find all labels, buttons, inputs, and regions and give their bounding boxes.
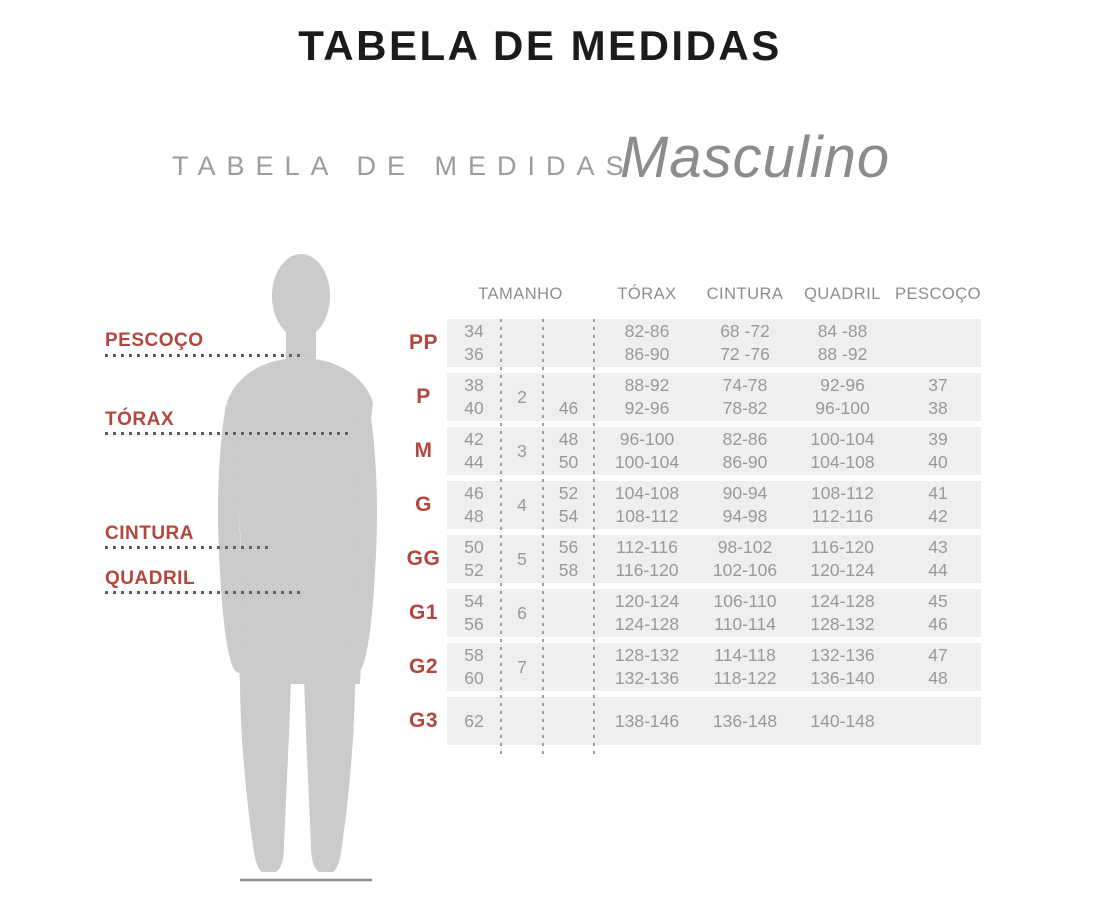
- cell-torax: [594, 697, 700, 745]
- cell-value: 114-118: [714, 645, 776, 665]
- cell-value: 39: [928, 429, 948, 449]
- cell-cintura: [700, 373, 790, 421]
- dotted-column-divider: [500, 319, 502, 755]
- cell-value: 138-146: [614, 710, 680, 731]
- cell-value: 104-108: [614, 483, 680, 503]
- cell-value: 116-120: [811, 537, 874, 557]
- row-band: [447, 373, 981, 421]
- cell-cintura: [700, 643, 790, 691]
- measure-label-torax: TÓRAX: [105, 409, 174, 430]
- cell-value: 90-94: [722, 483, 768, 503]
- subtitle-gender: Masculino: [620, 125, 891, 190]
- row-band: [447, 319, 981, 367]
- cell-pescoco: [895, 643, 981, 691]
- cell-value: 100-104: [810, 429, 875, 449]
- measure-line-torax: [105, 432, 352, 435]
- cell-value: 86-90: [624, 344, 670, 364]
- cell-value: 116-120: [615, 560, 679, 580]
- cell-value: 5: [517, 548, 527, 569]
- measure-line-quadril: [105, 591, 303, 594]
- cell-value: 88-92: [624, 375, 670, 395]
- table-row-p: [400, 373, 981, 421]
- cell-value: 84 -88: [817, 321, 868, 341]
- measure-line-pescoco: [105, 354, 303, 357]
- cell-num: [447, 643, 501, 691]
- measure-label-cintura: CINTURA: [105, 523, 194, 544]
- cell-value: 92-96: [820, 375, 865, 395]
- cell-value: 96-100: [619, 429, 675, 449]
- cell-alt: [501, 697, 543, 745]
- cell-value: 40: [928, 452, 948, 472]
- cell-value: 58: [464, 645, 484, 665]
- size-table: [400, 285, 981, 751]
- cell-value: 94-98: [722, 506, 768, 526]
- cell-value: 44: [464, 452, 484, 472]
- cell-value: 132-136: [810, 645, 875, 665]
- row-band: [447, 481, 981, 529]
- cell-torax: [594, 535, 700, 583]
- row-band: [447, 589, 981, 637]
- table-row-g2: [400, 643, 981, 691]
- cell-value: 132-136: [614, 668, 680, 688]
- size-label: G2: [408, 655, 438, 678]
- row-band: [447, 697, 981, 745]
- cell-pescoco: [895, 427, 981, 475]
- cell-pescoco: [895, 373, 981, 421]
- cell-pescoco: [895, 481, 981, 529]
- cell-value: 102-106: [712, 560, 778, 580]
- cell-value: 3: [517, 440, 527, 461]
- cell-value: 50: [558, 452, 579, 472]
- cell-value: 42: [928, 506, 948, 526]
- cell-torax: [594, 319, 700, 367]
- cell-num: [447, 481, 501, 529]
- table-row-g1: [400, 589, 981, 637]
- cell-value: 2: [517, 386, 527, 407]
- cell-value: 42: [464, 429, 484, 449]
- cell-value: 54: [464, 591, 484, 611]
- table-row-g3: [400, 697, 981, 745]
- cell-euro: [543, 481, 594, 529]
- cell-value: 48: [928, 668, 948, 688]
- cell-value: 124-128: [810, 591, 875, 611]
- cell-pescoco: [895, 589, 981, 637]
- cell-value: 112-116: [616, 537, 678, 557]
- cell-euro: [543, 589, 594, 637]
- cell-value: 56: [464, 614, 484, 634]
- cell-value: 68 -72: [720, 321, 770, 341]
- cell-euro: [543, 319, 594, 367]
- cell-alt: [501, 481, 543, 529]
- cell-torax: [594, 481, 700, 529]
- cell-quadril: [790, 643, 895, 691]
- cell-num: [447, 535, 501, 583]
- cell-value: 56: [558, 537, 579, 557]
- cell-cintura: [700, 589, 790, 637]
- cell-torax: [594, 427, 700, 475]
- cell-value: 88 -92: [817, 344, 868, 364]
- cell-value: 128-132: [614, 645, 680, 665]
- header-quadril: QUADRIL: [804, 285, 881, 303]
- cell-value: 44: [928, 560, 948, 580]
- cell-torax: [594, 373, 700, 421]
- size-table-body: [400, 319, 981, 745]
- cell-value: 96-100: [815, 398, 870, 418]
- cell-value: 124-128: [614, 614, 680, 634]
- cell-value: 74-78: [722, 375, 768, 395]
- cell-alt: [501, 535, 543, 583]
- cell-value: 110-114: [714, 614, 776, 634]
- cell-value: 92-96: [624, 398, 670, 418]
- cell-quadril: [790, 427, 895, 475]
- cell-num: [447, 373, 501, 421]
- cell-cintura: [700, 697, 790, 745]
- cell-euro: [543, 643, 594, 691]
- cell-value: 78-82: [722, 398, 768, 418]
- cell-alt: [501, 589, 543, 637]
- cell-value: 52: [558, 483, 579, 503]
- page-title: TABELA DE MEDIDAS: [298, 22, 782, 69]
- cell-value: 60: [464, 668, 484, 688]
- cell-value: 50: [464, 537, 484, 557]
- size-label: PP: [408, 331, 438, 354]
- cell-quadril: [790, 481, 895, 529]
- cell-quadril: [790, 535, 895, 583]
- cell-value: 98-102: [717, 537, 773, 557]
- cell-value: 37: [928, 375, 948, 395]
- cell-value: 62: [464, 710, 484, 731]
- cell-quadril: [790, 589, 895, 637]
- cell-euro: [543, 697, 594, 745]
- cell-value: 58: [558, 560, 579, 580]
- cell-value: 48: [558, 429, 579, 449]
- size-label: G: [415, 493, 432, 516]
- size-label: GG: [406, 547, 441, 570]
- cell-cintura: [700, 427, 790, 475]
- cell-value: 4: [517, 494, 527, 515]
- cell-alt: [501, 373, 543, 421]
- cell-value: 36: [464, 344, 484, 364]
- cell-value: 72 -76: [720, 344, 770, 364]
- row-band: [447, 535, 981, 583]
- cell-value: 120-124: [614, 591, 680, 611]
- row-band: [447, 643, 981, 691]
- size-label: M: [414, 439, 433, 462]
- cell-value: 46: [558, 398, 579, 418]
- cell-value: 52: [464, 560, 484, 580]
- size-label: G1: [408, 601, 438, 624]
- header-tamanho: TAMANHO: [478, 285, 563, 303]
- cell-cintura: [700, 535, 790, 583]
- cell-value: 7: [517, 656, 527, 677]
- cell-num: [447, 697, 501, 745]
- table-row-m: [400, 427, 981, 475]
- cell-euro: [543, 427, 594, 475]
- cell-value: 128-132: [810, 614, 875, 634]
- cell-value: 136-148: [712, 710, 778, 731]
- cell-value: 82-86: [722, 429, 768, 449]
- measure-line-cintura: [105, 546, 272, 549]
- cell-quadril: [790, 373, 895, 421]
- measure-label-quadril: QUADRIL: [105, 568, 196, 589]
- subtitle-label: TABELA DE MEDIDAS: [172, 151, 635, 181]
- dotted-column-divider: [542, 319, 544, 755]
- cell-alt: [501, 319, 543, 367]
- table-row-gg: [400, 535, 981, 583]
- cell-value: 86-90: [722, 452, 768, 472]
- measure-label-pescoco: PESCOÇO: [105, 330, 204, 351]
- cell-value: 46: [464, 483, 484, 503]
- header-pescoco: PESCOÇO: [895, 285, 982, 303]
- cell-value: 106-110: [713, 591, 777, 611]
- cell-cintura: [700, 481, 790, 529]
- cell-torax: [594, 643, 700, 691]
- cell-num: [447, 427, 501, 475]
- cell-value: 100-104: [614, 452, 680, 472]
- cell-value: 108-112: [615, 506, 679, 526]
- cell-cintura: [700, 319, 790, 367]
- cell-pescoco: [895, 319, 981, 367]
- male-body-silhouette: [210, 252, 385, 892]
- cell-value: 82-86: [624, 321, 670, 341]
- cell-value: 6: [517, 602, 527, 623]
- cell-value: 47: [928, 645, 948, 665]
- cell-value: 45: [928, 591, 948, 611]
- dotted-column-divider: [593, 319, 595, 755]
- cell-alt: [501, 427, 543, 475]
- cell-value: 41: [928, 483, 948, 503]
- cell-value: 40: [464, 398, 484, 418]
- cell-value: 112-116: [811, 506, 874, 526]
- cell-value: 140-148: [810, 710, 875, 731]
- cell-value: 118-122: [713, 668, 777, 688]
- cell-value: 48: [464, 506, 484, 526]
- size-label: G3: [408, 709, 438, 732]
- cell-value: 54: [558, 506, 579, 526]
- cell-value: 104-108: [810, 452, 875, 472]
- cell-quadril: [790, 319, 895, 367]
- table-row-g: [400, 481, 981, 529]
- cell-value: 38: [464, 375, 484, 395]
- cell-num: [447, 589, 501, 637]
- cell-value: 46: [928, 614, 948, 634]
- cell-alt: [501, 643, 543, 691]
- cell-pescoco: [895, 535, 981, 583]
- cell-value: 34: [464, 321, 484, 341]
- cell-pescoco: [895, 697, 981, 745]
- table-row-pp: [400, 319, 981, 367]
- cell-num: [447, 319, 501, 367]
- cell-torax: [594, 589, 700, 637]
- cell-value: 108-112: [811, 483, 874, 503]
- cell-value: 43: [928, 537, 948, 557]
- size-label: P: [416, 385, 431, 408]
- cell-value: 38: [928, 398, 948, 418]
- cell-euro: [543, 373, 594, 421]
- header-torax: TÓRAX: [617, 285, 677, 303]
- size-table-header: [447, 285, 981, 304]
- cell-value: 120-124: [810, 560, 875, 580]
- row-band: [447, 427, 981, 475]
- cell-quadril: [790, 697, 895, 745]
- cell-value: 136-140: [810, 668, 875, 688]
- cell-euro: [543, 535, 594, 583]
- header-cintura: CINTURA: [706, 285, 784, 303]
